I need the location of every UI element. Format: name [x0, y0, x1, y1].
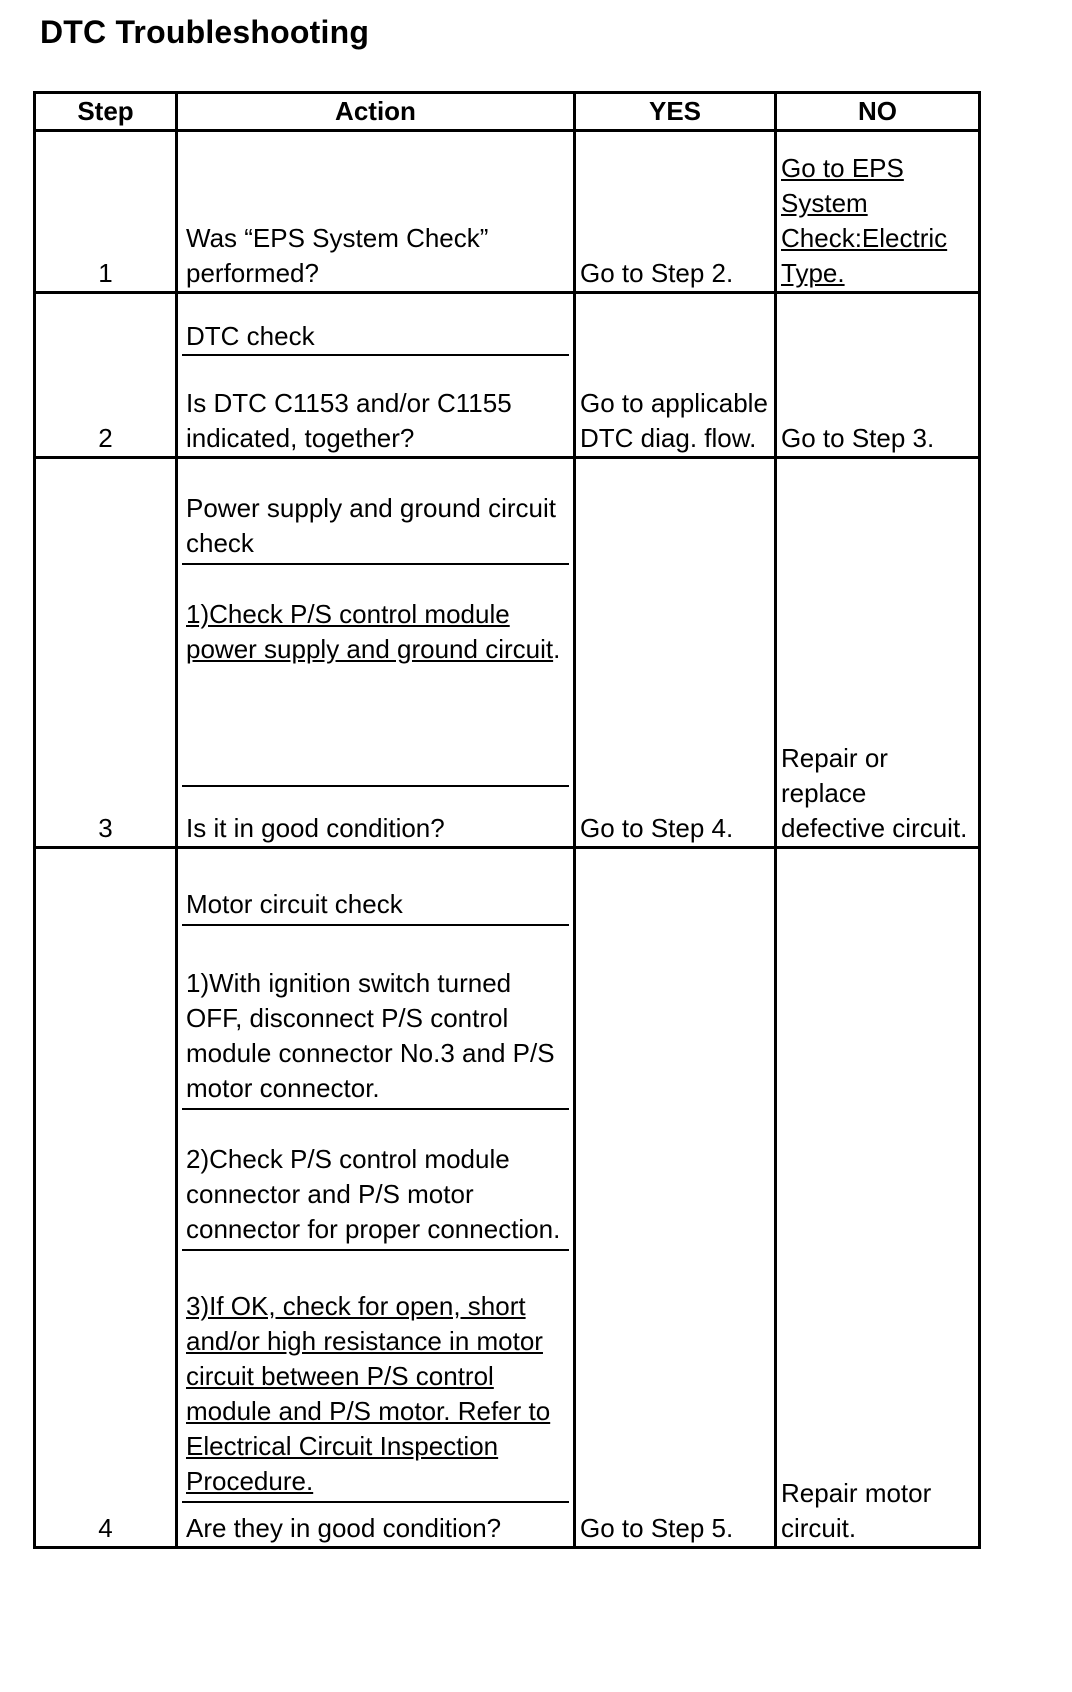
action-step[interactable] [182, 565, 569, 787]
header-no: NO [776, 93, 980, 131]
action-cell [177, 131, 575, 293]
action-heading: Power supply and ground circuit check [182, 459, 569, 565]
action-question: Is DTC C1153 and/or C1155 indicated, together? [186, 388, 512, 453]
no-cell: Repair motor circuit. [776, 848, 980, 1548]
yes-cell: Go to applicable DTC diag. flow. [575, 293, 776, 458]
action-cell [177, 293, 575, 458]
table-row-step-1 [35, 131, 980, 293]
page-title: DTC Troubleshooting [40, 14, 370, 50]
action-heading: Motor circuit check [182, 849, 569, 926]
header-action: Action [177, 93, 575, 131]
no-cell[interactable] [776, 131, 980, 293]
action-step-suffix: . [553, 634, 561, 664]
action-heading: DTC check [182, 294, 569, 356]
action-step-3[interactable] [182, 1251, 569, 1503]
action-question: Are they in good condition? [186, 1513, 502, 1543]
eps-system-check-link[interactable]: Go to EPS System Check:Electric Type. [781, 153, 948, 288]
yes-cell: Go to Step 4. [575, 458, 776, 848]
power-supply-check-link[interactable]: 1)Check P/S control module power supply and ground circuit [186, 599, 554, 664]
action-step-1: 1)With ignition switch turned OFF, disconnect P/S control module connector No.3 and P/S motor connector. [182, 926, 569, 1110]
dtc-troubleshooting-table [33, 91, 981, 1549]
header-yes: YES [575, 93, 776, 131]
header-step: Step [35, 93, 177, 131]
step-number: 4 [35, 848, 177, 1548]
yes-cell: Go to Step 2. [575, 131, 776, 293]
electrical-circuit-inspection-link[interactable]: 3)If OK, check for open, short and/or high resistance in motor circuit between P/S control module and P/S motor. Refer to Electrical Circuit Inspection Procedure. [186, 1291, 551, 1496]
action-cell [177, 848, 575, 1548]
step-number: 2 [35, 293, 177, 458]
action-step-2: 2)Check P/S control module connector and P/S motor connector for proper connection. [182, 1110, 569, 1251]
table-row-step-3 [35, 458, 980, 848]
step-number: 1 [35, 131, 177, 293]
no-cell: Repair or replace defective circuit. [776, 458, 980, 848]
action-text: Was “EPS System Check” performed? [186, 223, 489, 288]
table-header-row [35, 93, 980, 131]
table-row-step-2 [35, 293, 980, 458]
yes-cell: Go to Step 5. [575, 848, 776, 1548]
action-question: Is it in good condition? [186, 813, 445, 843]
action-cell [177, 458, 575, 848]
no-cell: Go to Step 3. [776, 293, 980, 458]
step-number: 3 [35, 458, 177, 848]
table-row-step-4 [35, 848, 980, 1548]
